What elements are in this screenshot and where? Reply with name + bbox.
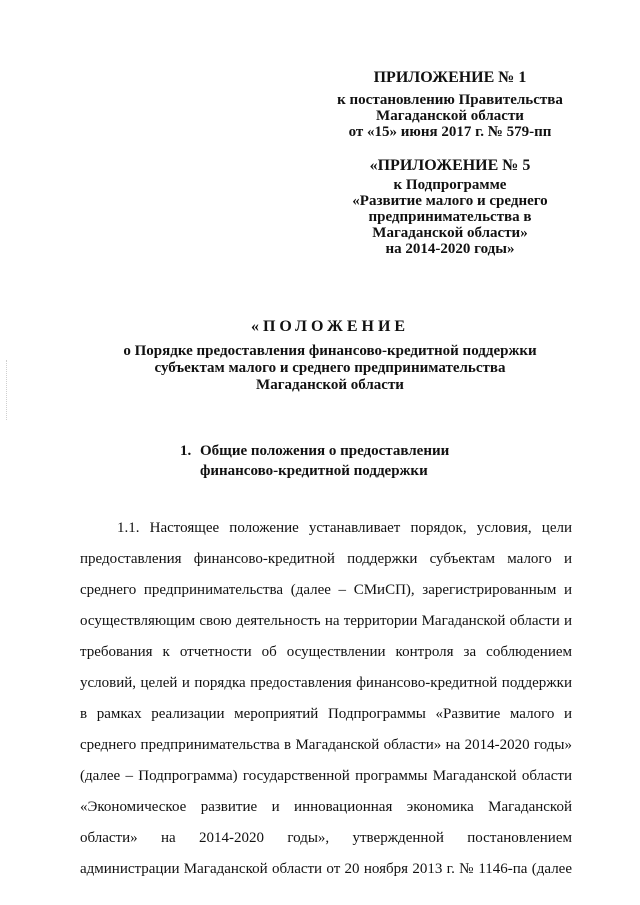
appendix-5-line: к Подпрограмме — [393, 177, 507, 193]
appendix-5-heading: «ПРИЛОЖЕНИЕ № 5 — [369, 157, 531, 174]
appendix-1-heading: ПРИЛОЖЕНИЕ № 1 — [373, 69, 527, 86]
paragraph-line: среднего предпринимательства в Магаданской области» на 2014-2020 годы» — [80, 737, 572, 753]
paragraph-line: требования к отчетности об осуществлении контроля за соблюдением — [80, 644, 572, 660]
section-title-line: Общие положения о предоставлении — [200, 443, 450, 459]
paragraph-line: условий, целей и порядка предоставления финансово-кредитной поддержки — [80, 675, 572, 691]
margin-scan-mark — [6, 360, 9, 420]
section-heading — [180, 441, 500, 481]
appendix-5-line: «Развитие малого и среднего — [352, 193, 548, 209]
appendix-1-line: к постановлению Правительства — [337, 92, 563, 108]
appendix-5-line: на 2014-2020 годы» — [385, 241, 515, 257]
paragraph-line: области» на 2014-2020 годы», утвержденной постановлением — [80, 830, 572, 846]
appendix-5-line: Магаданской области» — [372, 225, 528, 241]
paragraph-line: среднего предпринимательства (далее – СМиСП), зарегистрированным и — [80, 582, 572, 598]
appendix-1-header — [300, 70, 600, 140]
appendix-1-line: Магаданской области — [376, 108, 524, 124]
document-subtitle-line: Магаданской области — [256, 377, 404, 393]
section-title-line: финансово-кредитной поддержки — [200, 463, 428, 479]
document-subtitle — [80, 343, 580, 394]
paragraph-line: предоставления финансово-кредитной поддержки субъектам малого и — [80, 551, 572, 567]
document-title: «ПОЛОЖЕНИЕ — [250, 318, 410, 335]
paragraph-line: осуществляющим свою деятельность на территории Магаданской области и — [80, 613, 572, 629]
appendix-1-line: от «15» июня 2017 г. № 579-пп — [348, 124, 552, 140]
appendix-5-header — [300, 158, 600, 257]
appendix-5-line: предпринимательства в — [368, 209, 532, 225]
paragraph-line: (далее – Подпрограмма) государственной программы Магаданской области — [80, 768, 572, 784]
section-number: 1. — [180, 443, 192, 459]
document-subtitle-line: о Порядке предоставления финансово-кредитной поддержки — [123, 343, 537, 359]
paragraph-line: «Экономическое развитие и инновационная экономика Магаданской — [80, 799, 572, 815]
document-subtitle-line: субъектам малого и среднего предпринимательства — [154, 360, 506, 376]
body-paragraph — [80, 513, 572, 885]
paragraph-line: администрации Магаданской области от 20 ноября 2013 г. № 1146-па (далее — [80, 861, 572, 877]
paragraph-line: 1.1. Настоящее положение устанавливает порядок, условия, цели — [117, 520, 572, 536]
paragraph-line: в рамках реализации мероприятий Подпрограммы «Развитие малого и — [80, 706, 572, 722]
